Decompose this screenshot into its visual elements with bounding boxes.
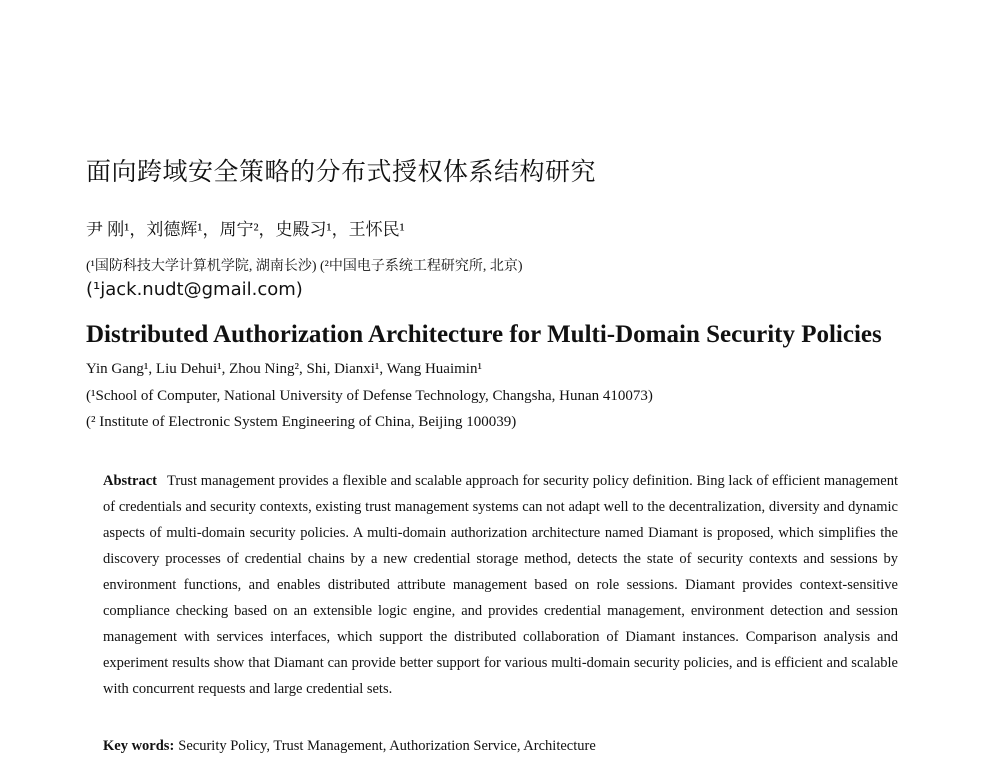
chinese-affiliation: (¹国防科技大学计算机学院, 湖南长沙) (²中国电子系统工程研究所, 北京): [86, 259, 523, 274]
abstract: [103, 468, 898, 702]
abstract-label: Abstract: [103, 473, 157, 489]
english-affiliation-2: (² Institute of Electronic System Engineering of China, Beijing 100039): [86, 414, 517, 430]
author-email: (¹jack.nudt@gmail.com): [86, 279, 303, 300]
keywords-text: Security Policy, Trust Management, Authorization Service, Architecture: [178, 738, 596, 754]
keywords: [103, 738, 596, 755]
chinese-authors: 尹 刚¹，刘德辉¹，周宁²，史殿习¹，王怀民¹: [86, 220, 405, 239]
english-authors: Yin Gang¹, Liu Dehui¹, Zhou Ning², Shi, Dianxi¹, Wang Huaimin¹: [86, 361, 482, 377]
keywords-label: Key words:: [103, 738, 175, 754]
english-affiliation-1: (¹School of Computer, National University of Defense Technology, Changsha, Hunan 410073): [86, 388, 653, 404]
chinese-title: 面向跨域安全策略的分布式授权体系结构研究: [86, 159, 597, 186]
english-title: Distributed Authorization Architecture for Multi-Domain Security Policies: [86, 321, 882, 348]
abstract-text: Trust management provides a flexible and scalable approach for security policy definition. Bing lack of efficient management of credentials and security contexts, existing trust management systems can not adapt well to the decentralization, diversity and dynamic aspects of multi-domain security policies. A multi-domain authorization architecture named Diamant is proposed, which simplifies the discovery processes of credential chains by a new credential storage method, detects the state of security contexts and sessions by environment functions, and enables distributed attribute management based on role sessions. Diamant provides context-sensitive compliance checking based on an extensible logic engine, and provides credential management, environment detection and session management with services interfaces, which support the distributed collaboration of Diamant instances. Comparison analysis and experiment results show that Diamant can provide better support for various multi-domain security policies, and is efficient and scalable with concurrent requests and large credential sets.: [103, 473, 898, 697]
